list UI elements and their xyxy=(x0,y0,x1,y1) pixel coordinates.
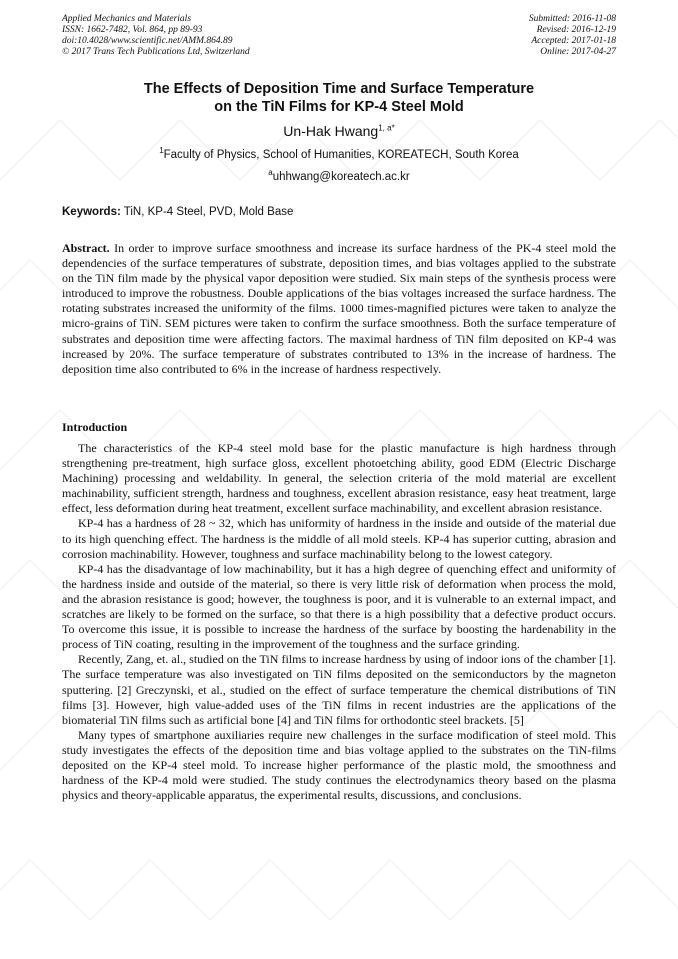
abstract-label: Abstract. xyxy=(62,241,110,255)
publication-dates xyxy=(529,14,616,58)
affiliation xyxy=(62,148,616,163)
abstract xyxy=(62,241,616,377)
intro-paragraph: KP-4 has the disadvantage of low machinability, but it has a high degree of quenching effect and uniformity of the hardness inside and outside of the material, so there is very little risk of deformation when process the mold, and the abrasion resistance is good; however, the toughness is poor, and it is vulnerable to an external impact, and scratches are likely to be formed on the surface, so that there is a high possibility that a defective product occurs. To overcome this issue, it is possible to increase the hardness of the surface by boosting the hardenability in the process of TiN coating, resulting in the improvement of the toughness and the surface grinding. xyxy=(62,561,616,652)
intro-paragraph: Many types of smartphone auxiliaries require new challenges in the surface modification of steel mold. This study investigates the effects of the deposition time and bias voltage applied to the substrates on the TiN-films deposited on the KP-4 steel mold. To increase higher performance of the plastic mold, the smoothness and hardness of the KP-4 mold were studied. The study continues the electrodynamics theory based on the plasma physics and theory-applicable apparatus, the experimental results, discussions, and conclusions. xyxy=(62,727,616,803)
intro-paragraph: Recently, Zang, et. al., studied on the TiN films to increase hardness by using of indoor ions of the chamber [1]. The surface temperature was also investigated on TiN films deposited on the semiconductors by the magneton sputtering. [2] Greczynski, et al., studied on the effect of surface temperature the chemical distributions of TiN films [3]. However, high value-added uses of the TiN films in recent industries are the applications of the biomaterial TiN films such as artificial bone [4] and TiN films for orthodontic steel brackets. [5] xyxy=(62,652,616,727)
author-superscript: 1, a* xyxy=(378,123,395,133)
author-name: Un-Hak Hwang xyxy=(283,123,379,139)
introduction-body xyxy=(62,441,616,803)
author xyxy=(62,122,616,140)
intro-paragraph: KP-4 has a hardness of 28 ~ 32, which has uniformity of hardness in the inside and outside of the material due to its high quenching effect. The hardness is the middle of all mold steels. KP-4 has superior cutting, abrasion and corrosion machinability. However, toughness and surface machinability belong to the lowest category. xyxy=(62,516,616,561)
date-accepted: Accepted: 2017-01-18 xyxy=(531,36,616,46)
journal-issn: ISSN: 1662-7482, Vol. 864, pp 89-93 xyxy=(62,25,203,35)
email-text: uhhwang@koreatech.ac.kr xyxy=(272,171,410,183)
paper-title xyxy=(62,80,616,116)
abstract-text: In order to improve surface smoothness and increase its surface hardness of the PK-4 steel mold the dependencies of the surface temperatures of substrate, deposition times, and bias voltages applied to the substrate on the TiN film made by the physical vapor deposition were studied. Six main steps of the synthesis process were introduced to improve the robustness. Double applications of the bias voltages increased the surface hardness. The rotating substrates increased the uniformity of the films. 1000 times-magnified pictures were taken to analyze the micro-grains of TiN. SEM pictures were taken to confirm the surface smoothness. Both the surface temperature of substrates and deposition time were affecting factors. The maximal hardness of TiN film deposited on KP-4 was increased by 20%. The surface temperature of substrates contributed to 13% in the increase of hardness. The deposition time also contributed to 6% in the increase of hardness respectively. xyxy=(62,241,616,376)
keywords-text: TiN, KP-4 Steel, PVD, Mold Base xyxy=(120,206,294,218)
date-submitted: Submitted: 2016-11-08 xyxy=(528,14,616,24)
title-line-2: on the TiN Films for KP-4 Steel Mold xyxy=(214,99,464,115)
date-online: Online: 2017-04-27 xyxy=(540,47,616,57)
affiliation-text: Faculty of Physics, School of Humanities, KOREATECH, South Korea xyxy=(163,149,519,161)
keywords-label: Keywords: xyxy=(62,206,121,218)
journal-doi: doi:10.4028/www.scientific.net/AMM.864.89 xyxy=(62,36,233,46)
intro-paragraph: The characteristics of the KP-4 steel mold base for the plastic manufacture is high hardness through strengthening pre-treatment, high surface gloss, excellent photoetching ability, good EDM (Electric Discharge Machining) processing and weldability. In general, the selection criteria of the mold material are excellent machinability, sufficient strength, hardness and toughness, excellent abrasion resistance, easy heat treatment, large effect, less deformation during heat treatment, excellent surface machinability, and excellent abrasion resistance. xyxy=(62,441,616,516)
journal-copyright: © 2017 Trans Tech Publications Ltd, Switzerland xyxy=(62,47,250,57)
affiliation-superscript: 1 xyxy=(159,146,164,156)
journal-name: Applied Mechanics and Materials xyxy=(62,14,192,24)
journal-info xyxy=(62,14,250,58)
keywords xyxy=(62,205,616,220)
author-email xyxy=(62,170,616,185)
date-revised: Revised: 2016-12-19 xyxy=(536,25,616,35)
introduction-heading: Introduction xyxy=(62,420,128,434)
email-superscript: a xyxy=(268,168,273,178)
title-line-1: The Effects of Deposition Time and Surface Temperature xyxy=(143,81,535,97)
